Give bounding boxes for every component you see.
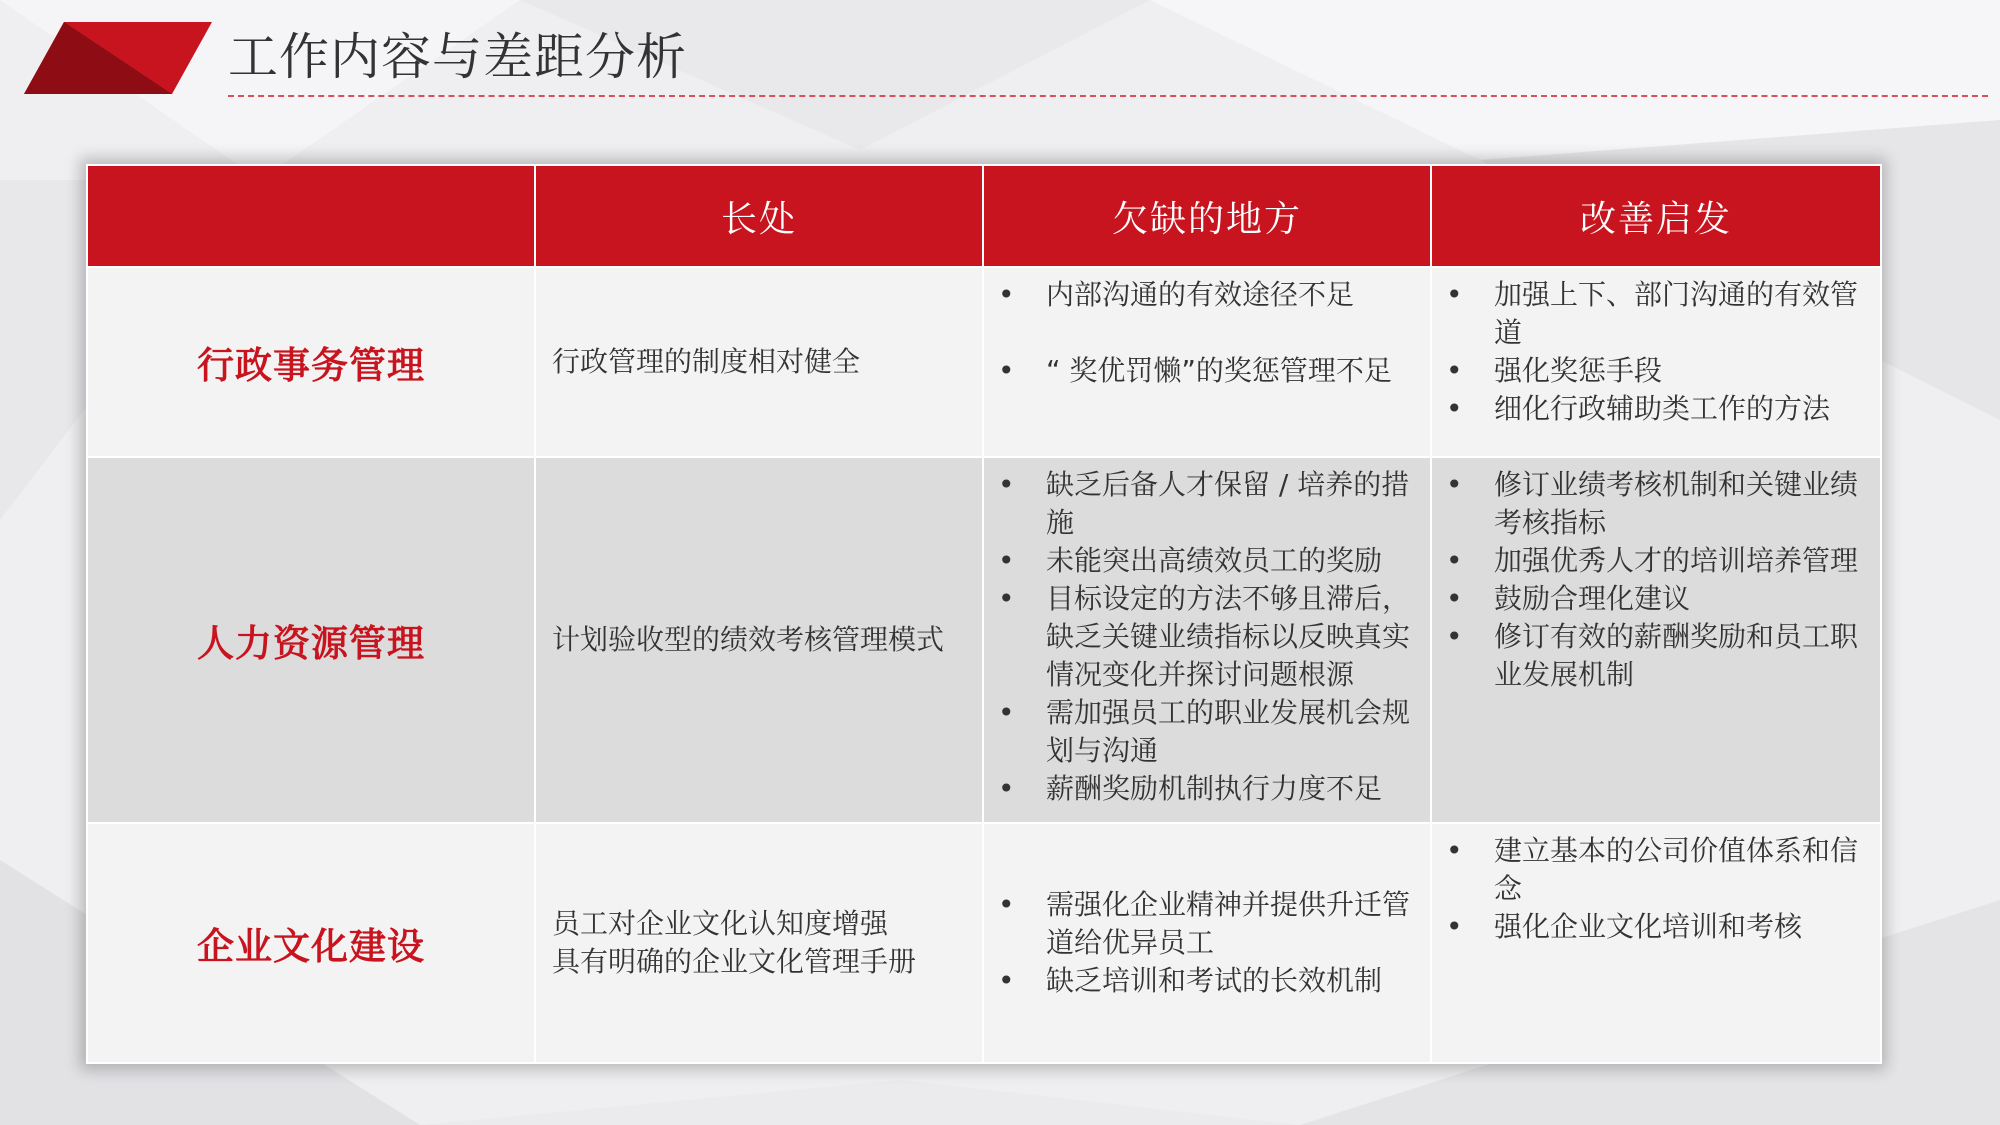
list-item: • 强化企业文化培训和考核: [1432, 908, 1866, 946]
gap-analysis-table: [86, 164, 1882, 1064]
category-hr: 人力资源管理: [87, 457, 535, 823]
title-divider: [228, 95, 1988, 97]
list-item: • 目标设定的方法不够且滞后，缺乏关键业绩指标以反映真实情况变化并探讨问题根源: [984, 580, 1416, 694]
list-item: • 加强上下、部门沟通的有效管道: [1432, 276, 1866, 352]
strength-text: 行政管理的制度相对健全: [552, 345, 861, 378]
improvements-list: [1432, 276, 1866, 428]
strength-text: 计划验收型的绩效考核管理模式: [552, 623, 945, 656]
list-item: • 鼓励合理化建议: [1432, 580, 1866, 618]
list-item: • 内部沟通的有效途径不足: [984, 276, 1416, 314]
list-item: • 需加强员工的职业发展机会规划与沟通: [984, 694, 1416, 770]
list-item: • 未能突出高绩效员工的奖励: [984, 542, 1416, 580]
improvements-list: [1432, 832, 1866, 946]
list-item: • 修订有效的薪酬奖励和员工职业发展机制: [1432, 618, 1866, 694]
strengths-hr: [535, 457, 983, 823]
improvements-admin: [1431, 267, 1881, 457]
gaps-hr: [983, 457, 1431, 823]
improvements-culture: [1431, 823, 1881, 1063]
header-gaps: 欠缺的地方: [983, 165, 1431, 267]
list-item: • 加强优秀人才的培训培养管理: [1432, 542, 1866, 580]
table-row-culture: [87, 823, 1881, 1063]
table-row-admin: [87, 267, 1881, 457]
list-item: • 薪酬奖励机制执行力度不足: [984, 770, 1416, 808]
gaps-culture: [983, 823, 1431, 1063]
category-culture: 企业文化建设: [87, 823, 535, 1063]
gaps-list: [984, 276, 1416, 390]
list-item: • “ 奖优罚懒”的奖惩管理不足: [984, 352, 1416, 390]
gaps-admin: [983, 267, 1431, 457]
gap-analysis-table-container: [86, 164, 1880, 1064]
gaps-list: [984, 466, 1416, 808]
header-empty: [87, 165, 535, 267]
list-item: • 细化行政辅助类工作的方法: [1432, 390, 1866, 428]
list-item: • 需强化企业精神并提供升迁管道给优异员工: [984, 886, 1416, 962]
improvements-list: [1432, 466, 1866, 694]
category-admin: 行政事务管理: [87, 267, 535, 457]
improvements-hr: [1431, 457, 1881, 823]
page-title: 工作内容与差距分析: [228, 28, 687, 86]
table-header-row: [87, 165, 1881, 267]
gaps-list: [984, 886, 1416, 1000]
table-row-hr: [87, 457, 1881, 823]
list-item: • 缺乏后备人才保留 / 培养的措施: [984, 466, 1416, 542]
header-improvements: 改善启发: [1431, 165, 1881, 267]
strengths-admin: [535, 267, 983, 457]
header-strengths: 长处: [535, 165, 983, 267]
strengths-culture: [535, 823, 983, 1063]
list-item: • 建立基本的公司价值体系和信念: [1432, 832, 1866, 908]
list-item: • 缺乏培训和考试的长效机制: [984, 962, 1416, 1000]
list-item: • 强化奖惩手段: [1432, 352, 1866, 390]
header-logo-mark: [24, 22, 212, 94]
strength-text: 员工对企业文化认知度增强: [552, 907, 889, 940]
list-item: • 修订业绩考核机制和关键业绩考核指标: [1432, 466, 1866, 542]
strength-text: 具有明确的企业文化管理手册: [552, 945, 917, 978]
